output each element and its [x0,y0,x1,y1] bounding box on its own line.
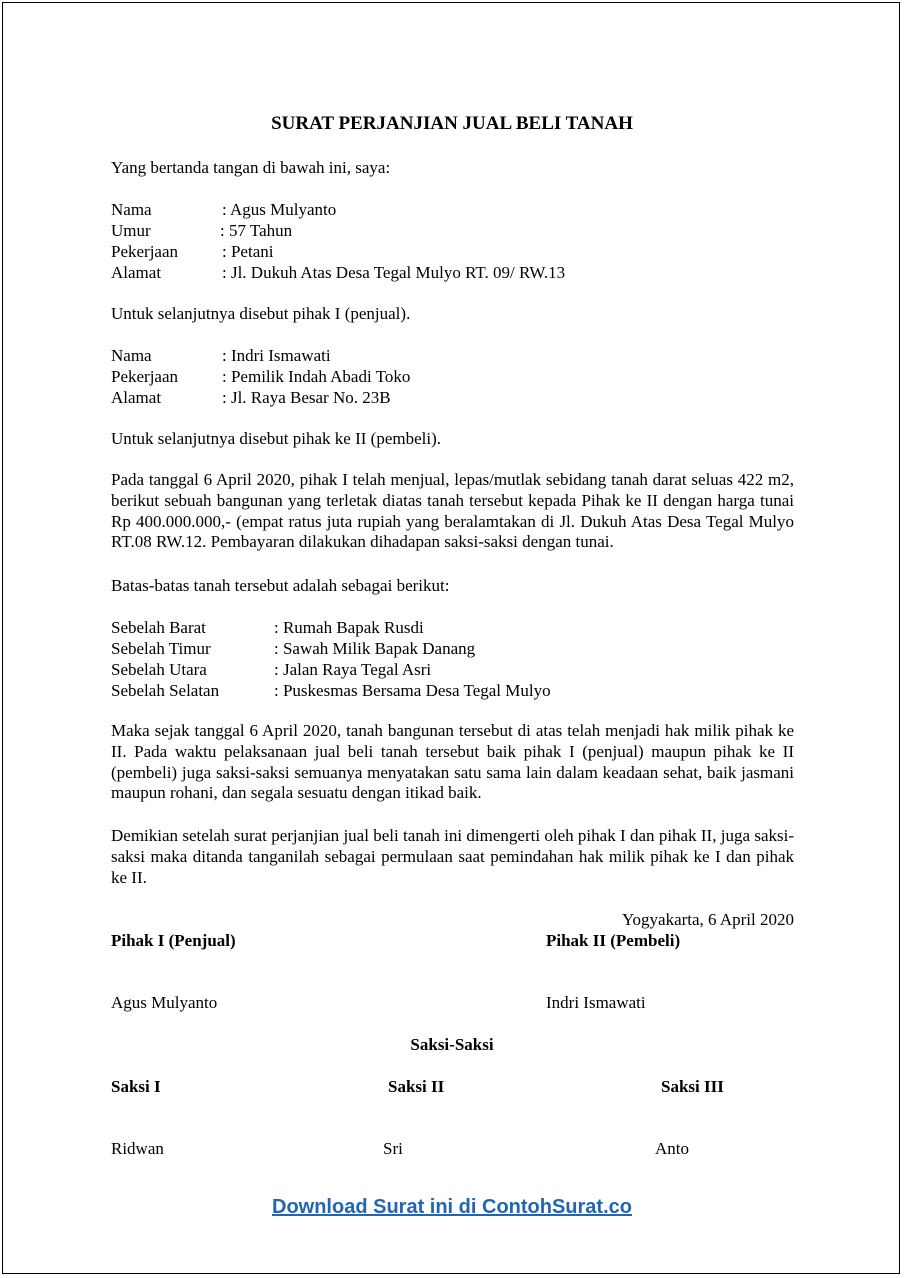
boundary-label-west: Sebelah Barat [111,618,206,637]
intro-text: Yang bertanda tangan di bawah ini, saya: [111,158,391,177]
witnesses-heading: Saksi-Saksi [410,1035,494,1054]
boundaries-intro: Batas-batas tanah tersebut adalah sebagai berikut: [111,576,450,595]
witness1-name: Ridwan [111,1139,164,1158]
boundary-label-north: Sebelah Utara [111,660,207,679]
party1-sign-name: Agus Mulyanto [111,993,218,1012]
party1-value-age: : 57 Tahun [220,221,293,240]
download-link[interactable]: Download Surat ini di ContohSurat.co [272,1196,632,1218]
party1-label-age: Umur [111,221,151,240]
party1-value-job: : Petani [222,242,274,261]
witness2-heading: Saksi II [388,1077,445,1096]
document-title: SURAT PERJANJIAN JUAL BELI TANAH [271,113,633,134]
party1-value-address: : Jl. Dukuh Atas Desa Tegal Mulyo RT. 09/ RW.13 [222,263,566,282]
boundary-label-east: Sebelah Timur [111,639,211,658]
party2-value-job: : Pemilik Indah Abadi Toko [222,367,411,386]
boundary-value-north: : Jalan Raya Tegal Asri [274,660,432,679]
place-date: Yogyakarta, 6 April 2020 [621,910,794,929]
party1-label-address: Alamat [111,263,162,282]
party1-label-job: Pekerjaan [111,242,179,261]
party1-label-name: Nama [111,200,152,219]
boundary-value-south: : Puskesmas Bersama Desa Tegal Mulyo [274,681,551,700]
ownership-paragraph: Maka sejak tanggal 6 April 2020, tanah bangunan tersebut di atas telah menjadi hak milik pihak ke II. Pada waktu pelaksanaan jual beli tanah tersebut baik pihak I (penjual) maupun pihak ke II (pembeli) juga saksi-saksi semuanya menyatakan satu sama lain dalam keadaan sehat, baik jasmani maupun rohani, dan segala sesuatu dengan itikad baik. [111,721,794,803]
party2-value-name: : Indri Ismawati [222,346,331,365]
closing-paragraph: Demikian setelah surat perjanjian jual beli tanah ini dimengerti oleh pihak I dan pihak II, juga saksi-saksi maka ditanda tanganilah sebagai permulaan saat pemindahan hak milik pihak ke I dan pihak ke II. [111,826,794,887]
party2-value-address: : Jl. Raya Besar No. 23B [222,388,391,407]
party2-label-job: Pekerjaan [111,367,179,386]
party2-note: Untuk selanjutnya disebut pihak ke II (pembeli). [111,429,441,448]
party2-label-name: Nama [111,346,152,365]
party2-sign-name: Indri Ismawati [546,993,646,1012]
party2-sign-heading: Pihak II (Pembeli) [546,931,681,950]
witness1-heading: Saksi I [111,1077,161,1096]
witness3-heading: Saksi III [661,1077,724,1096]
boundary-value-west: : Rumah Bapak Rusdi [274,618,424,637]
witness2-name: Sri [383,1139,403,1158]
sale-paragraph: Pada tanggal 6 April 2020, pihak I telah menjual, lepas/mutlak sebidang tanah darat seluas 422 m2, berikut sebuah bangunan yang terletak diatas tanah tersebut kepada Pihak ke II dengan harga tunai Rp 400.000.000,- (empat ratus juta rupiah yang beralamtakan di Jl. Dukuh Atas Desa Tegal Mulyo RT.08 RW.12. Pembayaran dilakukan dihadapan saksi-saksi dengan tunai. [111,470,794,552]
party2-label-address: Alamat [111,388,162,407]
party1-sign-heading: Pihak I (Penjual) [111,931,236,950]
boundary-label-south: Sebelah Selatan [111,681,220,700]
boundary-value-east: : Sawah Milik Bapak Danang [274,639,476,658]
party1-note: Untuk selanjutnya disebut pihak I (penjual). [111,304,411,323]
party1-value-name: : Agus Mulyanto [222,200,337,219]
witness3-name: Anto [655,1139,689,1158]
